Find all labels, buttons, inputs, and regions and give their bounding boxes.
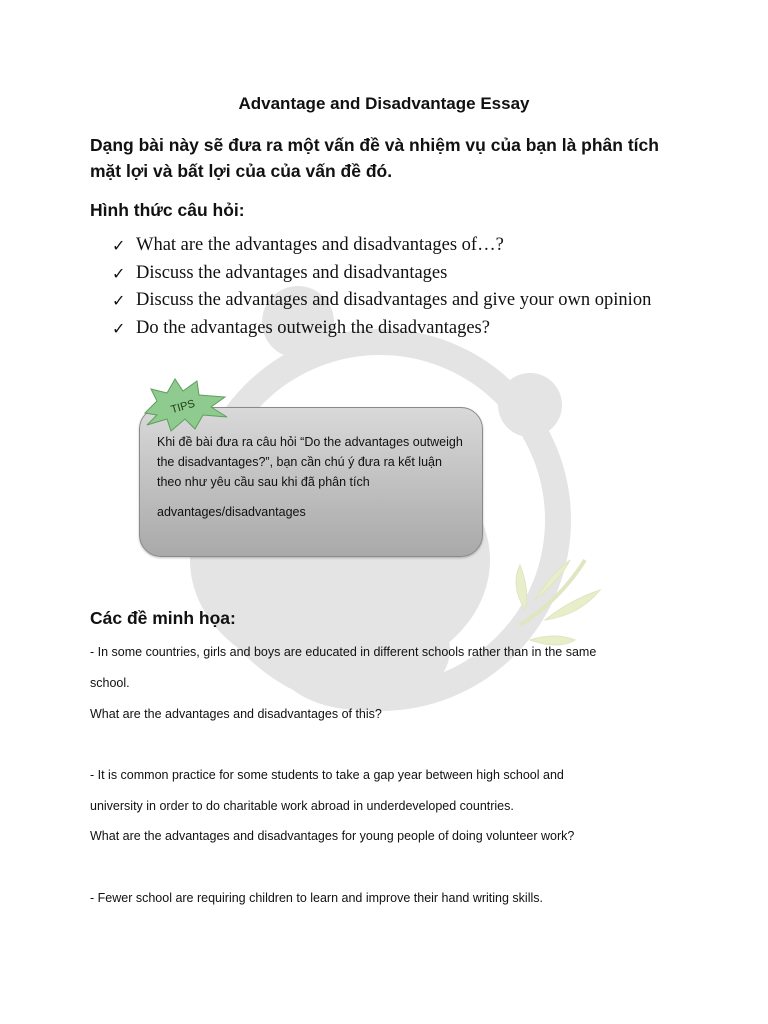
tip-text-tail: advantages/disadvantages xyxy=(157,505,306,519)
checkmark-icon: ✓ xyxy=(112,263,126,283)
checkmark-icon: ✓ xyxy=(112,291,126,310)
page-title: Advantage and Disadvantage Essay xyxy=(238,94,530,113)
tips-badge-label: TIPS xyxy=(169,397,197,417)
question-forms-list xyxy=(112,232,672,342)
example-1-question: What are the advantages and disadvantages of this? xyxy=(90,707,382,721)
list-item xyxy=(112,287,672,315)
tip-text-main: Khi đề bài đưa ra câu hỏi “Do the advantages outweigh the disadvantages?”, bạn cần chú ý đưa ra kết luận theo như yêu cầu sau khi đã phân tích xyxy=(157,435,463,489)
checkmark-icon: ✓ xyxy=(112,318,126,338)
checkmark-icon: ✓ xyxy=(112,236,126,255)
example-2-question: What are the advantages and disadvantages for young people of doing volunteer work? xyxy=(90,829,575,843)
list-item-text: Discuss the advantages and disadvantages xyxy=(136,262,448,283)
example-1-line-1: - In some countries, girls and boys are educated in different schools rather than in the same xyxy=(90,645,597,659)
list-item xyxy=(112,315,672,343)
example-1-line-2: school. xyxy=(90,676,130,690)
tips-badge-icon xyxy=(141,377,231,433)
example-2-line-2: university in order to do charitable work abroad in underdeveloped countries. xyxy=(90,799,514,813)
examples-heading: Các đề minh họa: xyxy=(90,608,236,628)
intro-text: Dạng bài này sẽ đưa ra một vấn đề và nhiệm vụ của bạn là phân tích mặt lợi và bất lợi của của vấn đề đó. xyxy=(90,135,659,181)
list-item-text: What are the advantages and disadvantages of…? xyxy=(136,235,504,255)
example-3-line-1: - Fewer school are requiring children to learn and improve their hand writing skills. xyxy=(90,891,543,905)
example-2-line-1: - It is common practice for some students to take a gap year between high school and xyxy=(90,768,564,782)
tip-text xyxy=(157,432,469,522)
list-item-text: Do the advantages outweigh the disadvantages? xyxy=(136,317,490,338)
list-item xyxy=(112,260,672,288)
list-item-text: Discuss the advantages and disadvantages and give your own opinion xyxy=(136,290,652,310)
question-forms-heading: Hình thức câu hỏi: xyxy=(90,200,245,220)
list-item xyxy=(112,232,672,260)
